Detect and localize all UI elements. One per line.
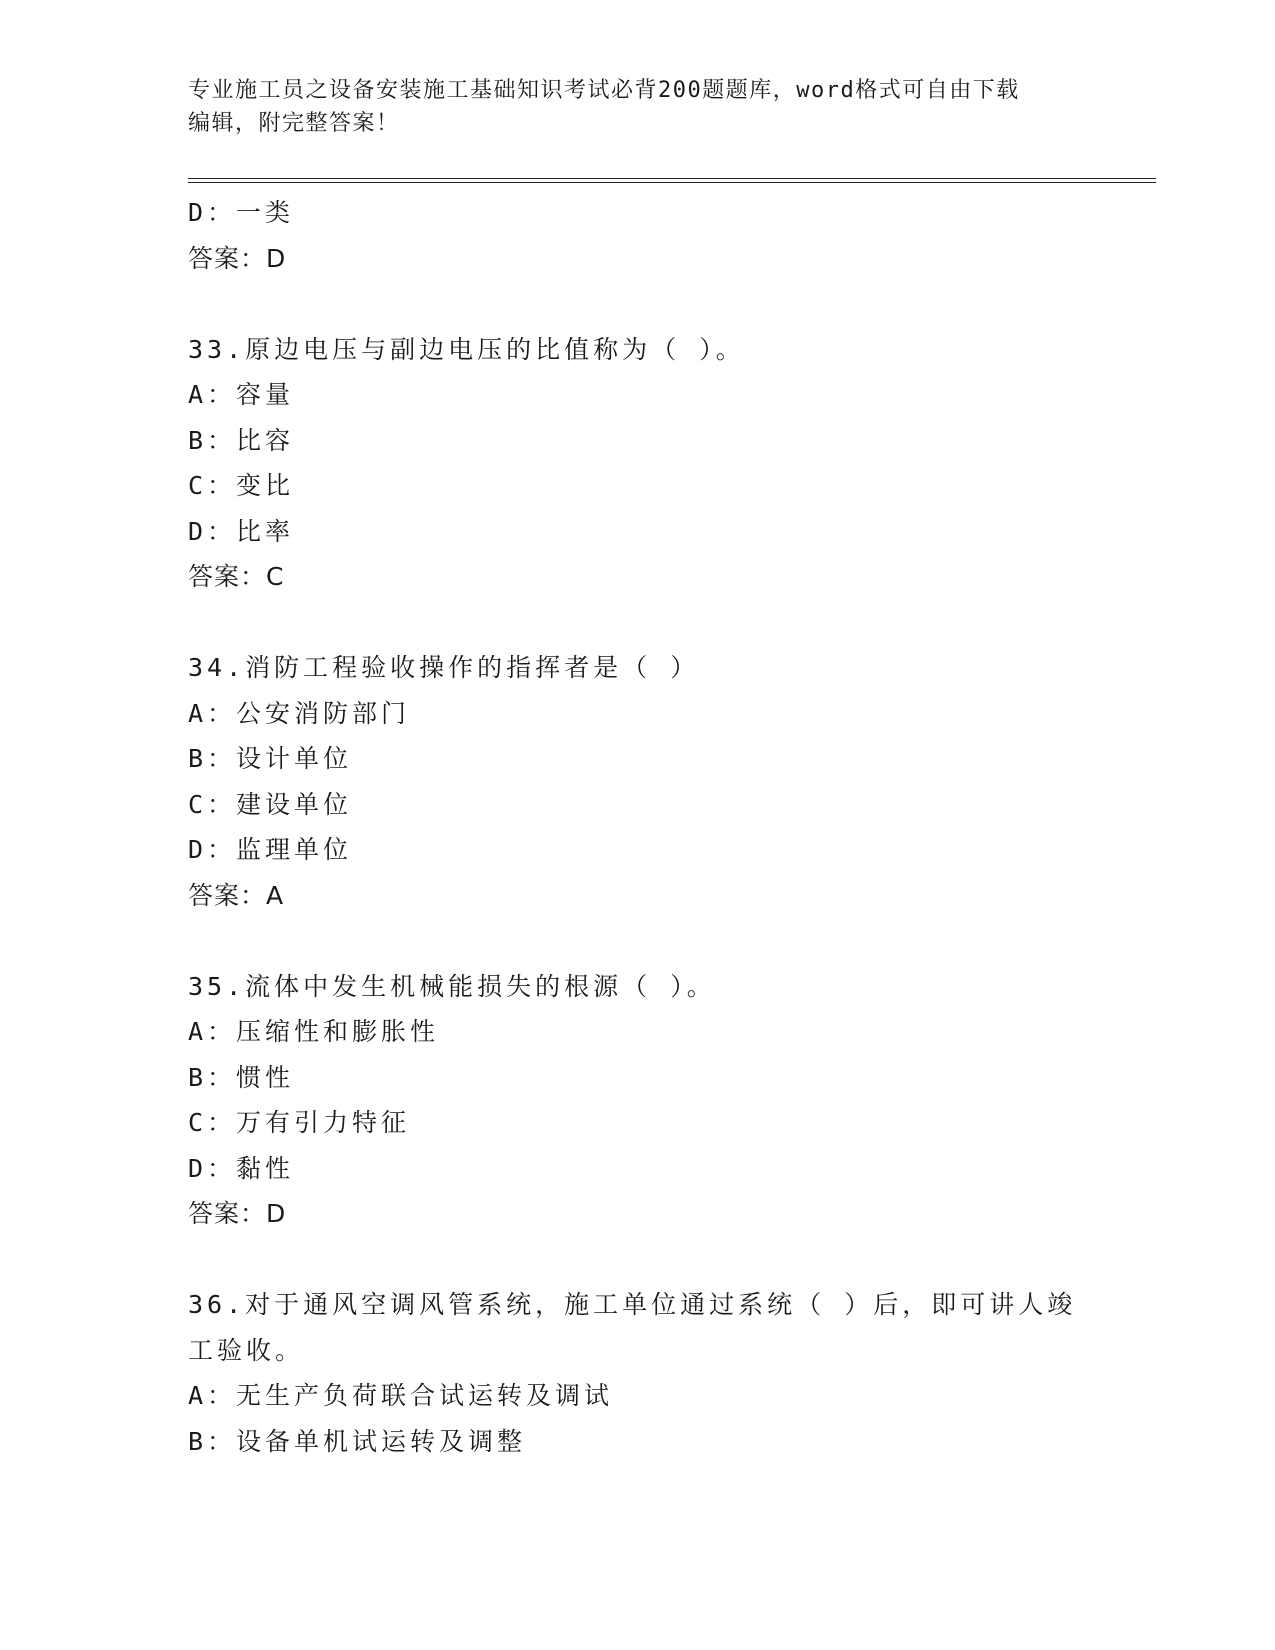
spacer: [188, 281, 1088, 327]
header-divider: [188, 178, 1156, 183]
answer-line: 答案：C: [188, 562, 285, 591]
option-c: C：万有引力特征: [188, 1108, 411, 1137]
spacer: [188, 600, 1088, 646]
answer-line: 答案：D: [188, 1199, 287, 1228]
option-c: C：建设单位: [188, 789, 353, 819]
option-a: A：容量: [188, 380, 295, 409]
header-line-1: 专业施工员之设备安装施工基础知识考试必背200题题库，word格式可自由下载: [188, 78, 1020, 103]
option-d: D：黏性: [188, 1153, 295, 1183]
question-title: 33.原边电压与副边电压的比值称为（ ）。: [188, 334, 745, 364]
option-b: B：比容: [188, 425, 295, 455]
header-line-2: 编辑，附完整答案！: [188, 111, 400, 136]
document-body: [188, 190, 1088, 1464]
option-a: A：公安消防部门: [188, 698, 411, 728]
answer-line: 答案：A: [188, 880, 285, 910]
option-c: C：变比: [188, 471, 295, 500]
question-title: 34.消防工程验收操作的指挥者是（ ）: [188, 653, 700, 682]
question-title-line-2: 工验收。: [188, 1335, 305, 1365]
option-b: B：惯性: [188, 1062, 295, 1092]
answer-line: 答案：D: [188, 243, 287, 273]
option-d: D：比率: [188, 516, 295, 546]
option-d: D：监理单位: [188, 835, 353, 864]
question-title-line-1: 36.对于通风空调风管系统，施工单位通过系统（ ）后，即可讲人竣: [188, 1290, 1077, 1319]
option-b: B：设计单位: [188, 744, 353, 773]
option-a: A：无生产负荷联合试运转及调试: [188, 1381, 614, 1410]
spacer: [188, 1237, 1088, 1283]
option-b: B：设备单机试运转及调整: [188, 1426, 527, 1456]
spacer: [188, 918, 1088, 964]
question-title: 35.流体中发生机械能损失的根源（ ）。: [188, 971, 716, 1001]
document-header: [188, 74, 1088, 140]
option-d: D：一类: [188, 198, 295, 227]
option-a: A：压缩性和膨胀性: [188, 1017, 440, 1046]
